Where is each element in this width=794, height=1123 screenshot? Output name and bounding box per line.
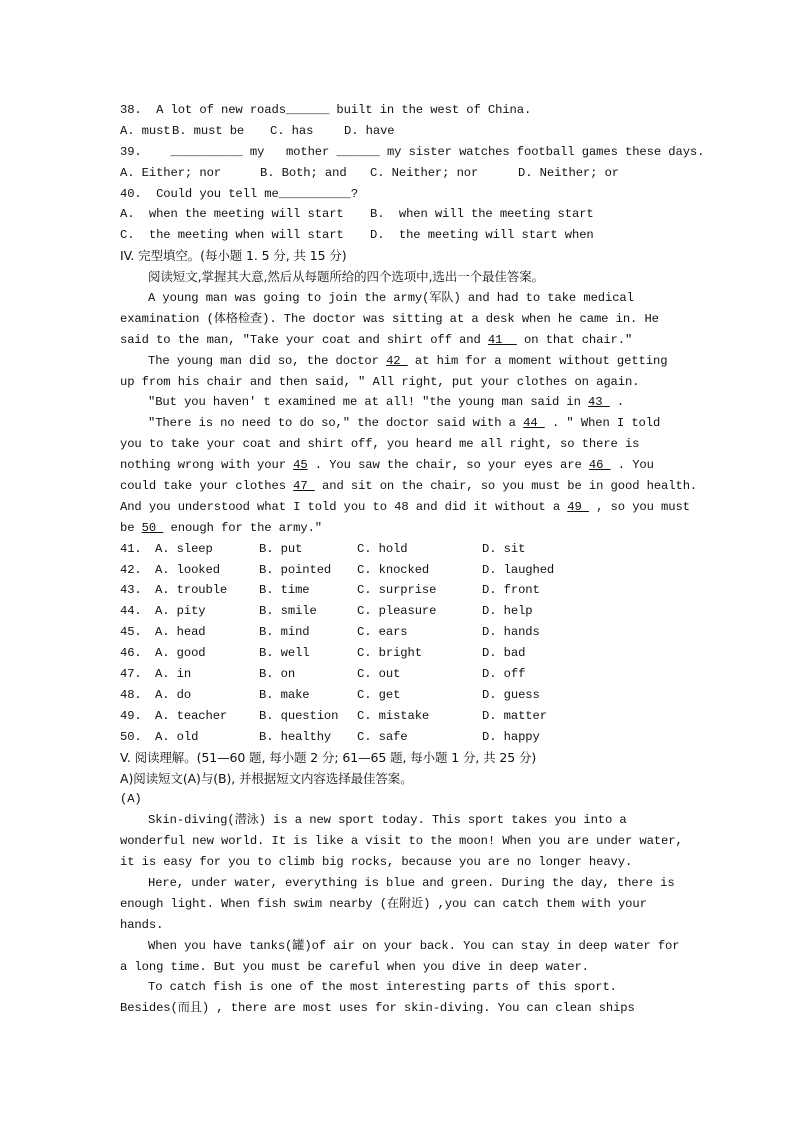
option-b: B. pointed bbox=[259, 562, 332, 577]
cloze-text: "But you haven' t examined me at all! "the young man said in bbox=[148, 395, 589, 410]
cloze-text: . bbox=[609, 395, 625, 410]
cloze-text: enough for the army." bbox=[163, 520, 323, 535]
option-b: B. time bbox=[259, 583, 310, 598]
passage-line: Skin-diving(潜泳) is a new sport today. This sport takes you into a bbox=[148, 813, 627, 828]
option-row bbox=[120, 560, 680, 581]
option-a: A. pity bbox=[155, 604, 206, 619]
cloze-line: you to take your coat and shirt off, you heard me all right, so there is bbox=[120, 437, 640, 452]
option-d: D. front bbox=[482, 583, 540, 598]
blank-44: 44 bbox=[523, 416, 545, 431]
option-number: 45. bbox=[120, 625, 142, 640]
blank-46: 46 bbox=[588, 458, 611, 473]
option-b: B. make bbox=[259, 687, 310, 702]
section-5-heading: V. 阅读理解。(51—60 题, 每小题 2 分; 61—65 题, 每小题 1 分, 共 25 分) bbox=[120, 749, 537, 765]
cloze-line bbox=[120, 413, 680, 434]
cloze-text: be bbox=[120, 520, 142, 535]
cloze-line: examination (体格检查). The doctor was sitting at a desk when he came in. He bbox=[120, 311, 659, 326]
option-d: D. sit bbox=[482, 541, 526, 556]
option-d: D. happy bbox=[482, 729, 540, 744]
cloze-line: A young man was going to join the army(军队) and had to take medical bbox=[148, 291, 634, 306]
question-39-options bbox=[120, 163, 680, 184]
cloze-line bbox=[120, 392, 680, 413]
option-c: C. pleasure bbox=[357, 604, 437, 619]
question-text: my mother bbox=[242, 144, 337, 159]
answer-blank: ______ bbox=[336, 144, 380, 159]
passage-line: wonderful new world. It is like a visit to the moon! When you are under water, bbox=[120, 834, 683, 849]
option-d: D. Neither; or bbox=[518, 165, 619, 180]
section-5-instruction: A)阅读短文(A)与(B), 并根据短文内容选择最佳答案。 bbox=[120, 770, 413, 786]
passage-line: hands. bbox=[120, 917, 164, 932]
option-a: A. looked bbox=[155, 562, 220, 577]
option-a: A. in bbox=[155, 667, 192, 682]
passage-line: a long time. But you must be careful when you dive in deep water. bbox=[120, 959, 589, 974]
option-a: A. old bbox=[155, 729, 199, 744]
cloze-text: "There is no need to do so," the doctor said with a bbox=[148, 416, 524, 431]
option-d: D. off bbox=[482, 667, 526, 682]
option-number: 42. bbox=[120, 562, 142, 577]
option-c: C. the meeting when will start bbox=[120, 228, 344, 243]
option-c: C. bright bbox=[357, 646, 422, 661]
option-c: C. surprise bbox=[357, 583, 437, 598]
option-row bbox=[120, 622, 680, 643]
cloze-text: on that chair." bbox=[516, 332, 633, 347]
option-number: 48. bbox=[120, 687, 142, 702]
blank-50: 50 bbox=[141, 520, 164, 535]
question-text: 38. A lot of new roads bbox=[120, 103, 286, 117]
question-text: my sister watches football games these days. bbox=[379, 144, 705, 159]
section-4-instruction: 阅读短文,掌握其大意,然后从每题所给的四个选项中,选出一个最佳答案。 bbox=[148, 269, 545, 285]
passage-label: (A) bbox=[120, 792, 142, 807]
option-row bbox=[120, 601, 680, 622]
option-c: C. hold bbox=[357, 541, 408, 556]
question-38 bbox=[120, 100, 680, 121]
option-row bbox=[120, 664, 680, 685]
option-c: C. safe bbox=[357, 729, 408, 744]
question-text: ? bbox=[350, 186, 359, 201]
passage-line: To catch fish is one of the most interesting parts of this sport. bbox=[148, 980, 617, 995]
cloze-line bbox=[120, 330, 680, 351]
option-d: D. guess bbox=[482, 687, 540, 702]
question-text: built in the west of China. bbox=[329, 103, 532, 117]
option-c: C. Neither; nor bbox=[370, 165, 479, 180]
option-c: C. mistake bbox=[357, 708, 430, 723]
option-d: D. bad bbox=[482, 646, 526, 661]
option-c: C. has bbox=[270, 123, 314, 138]
option-d: D. hands bbox=[482, 625, 540, 640]
option-a: A. trouble bbox=[155, 583, 228, 598]
passage-line: enough light. When fish swim nearby (在附近) ,you can catch them with your bbox=[120, 896, 647, 911]
answer-blank: ______ bbox=[285, 103, 330, 117]
option-d: D. the meeting will start when bbox=[370, 228, 594, 243]
cloze-text: And you understood what I told you to 48 and did it without a bbox=[120, 499, 568, 514]
exam-content bbox=[120, 100, 705, 1019]
option-c: C. knocked bbox=[357, 562, 430, 577]
option-number: 43. bbox=[120, 583, 142, 598]
option-b: B. healthy bbox=[259, 729, 332, 744]
option-a: A. sleep bbox=[155, 541, 213, 556]
option-row bbox=[120, 685, 680, 706]
blank-49: 49 bbox=[567, 499, 589, 514]
option-a: A. head bbox=[155, 625, 206, 640]
passage-line: Here, under water, everything is blue and green. During the day, there is bbox=[148, 875, 675, 890]
question-text: 40. Could you tell me bbox=[120, 186, 279, 201]
option-d: D. help bbox=[482, 604, 533, 619]
option-number: 47. bbox=[120, 667, 142, 682]
option-c: C. ears bbox=[357, 625, 408, 640]
option-c: C. out bbox=[357, 667, 401, 682]
option-row bbox=[120, 706, 680, 727]
option-b: B. smile bbox=[259, 604, 317, 619]
question-40-options-row2 bbox=[120, 225, 680, 246]
option-b: B. Both; and bbox=[260, 165, 347, 180]
option-b: B. mind bbox=[259, 625, 310, 640]
cloze-text: and sit on the chair, so you must be in good health. bbox=[314, 479, 698, 494]
option-number: 49. bbox=[120, 708, 142, 723]
option-b: B. well bbox=[259, 646, 310, 661]
option-a: A. do bbox=[155, 687, 192, 702]
answer-blank: __________ bbox=[170, 144, 243, 159]
blank-41: 41 bbox=[487, 332, 517, 347]
cloze-line: up from his chair and then said, " All right, put your clothes on again. bbox=[120, 374, 640, 389]
cloze-line bbox=[120, 351, 680, 372]
option-row bbox=[120, 580, 680, 601]
blank-42: 42 bbox=[386, 353, 408, 368]
question-40-options-row1 bbox=[120, 204, 680, 225]
option-d: D. laughed bbox=[482, 562, 555, 577]
cloze-text: said to the man, "Take your coat and shirt off and bbox=[120, 332, 488, 347]
option-a: A. when the meeting will start bbox=[120, 207, 344, 222]
cloze-text: nothing wrong with your bbox=[120, 458, 294, 473]
question-40 bbox=[120, 184, 680, 205]
passage-line: Besides(而且) , there are most uses for skin-diving. You can clean ships bbox=[120, 1001, 635, 1016]
option-c: C. get bbox=[357, 687, 401, 702]
question-number: 39. bbox=[120, 144, 142, 159]
cloze-options-table bbox=[120, 539, 680, 748]
cloze-text: The young man did so, the doctor bbox=[148, 353, 387, 368]
option-a: A. teacher bbox=[155, 708, 228, 723]
blank-47: 47 bbox=[293, 479, 315, 494]
option-b: B. put bbox=[259, 541, 303, 556]
cloze-text: . You bbox=[610, 458, 654, 473]
option-b: B. question bbox=[259, 708, 339, 723]
option-a: A. good bbox=[155, 646, 206, 661]
option-b: B. on bbox=[259, 667, 296, 682]
option-number: 46. bbox=[120, 646, 142, 661]
option-row bbox=[120, 727, 680, 748]
blank-45: 45 bbox=[293, 458, 308, 473]
option-a: A. Either; nor bbox=[120, 165, 221, 180]
cloze-text: could take your clothes bbox=[120, 479, 294, 494]
question-38-options bbox=[120, 121, 680, 142]
option-number: 50. bbox=[120, 729, 142, 744]
cloze-text: . " When I told bbox=[544, 416, 661, 431]
option-number: 41. bbox=[120, 541, 142, 556]
option-row bbox=[120, 643, 680, 664]
cloze-line bbox=[120, 455, 680, 476]
cloze-line bbox=[120, 518, 680, 539]
answer-blank: __________ bbox=[278, 186, 351, 201]
cloze-text: at him for a moment without getting bbox=[407, 353, 668, 368]
passage-line: When you have tanks(罐)of air on your back. You can stay in deep water for bbox=[148, 938, 680, 953]
passage-line: it is easy for you to climb big rocks, because you are no longer heavy. bbox=[120, 855, 633, 870]
option-b: B. when will the meeting start bbox=[370, 207, 594, 222]
blank-43: 43 bbox=[588, 395, 610, 410]
option-number: 44. bbox=[120, 604, 142, 619]
option-a: A. must bbox=[120, 123, 171, 138]
cloze-line bbox=[120, 476, 698, 497]
option-b: B. must be bbox=[172, 123, 245, 138]
question-39 bbox=[120, 142, 705, 163]
section-4-heading: IV. 完型填空。(每小题 1. 5 分, 共 15 分) bbox=[120, 248, 347, 264]
option-d: D. have bbox=[344, 123, 395, 138]
option-row bbox=[120, 539, 680, 560]
cloze-line bbox=[120, 497, 690, 518]
cloze-text: , so you must bbox=[588, 499, 690, 514]
cloze-text: . You saw the chair, so your eyes are bbox=[307, 458, 589, 473]
option-d: D. matter bbox=[482, 708, 547, 723]
